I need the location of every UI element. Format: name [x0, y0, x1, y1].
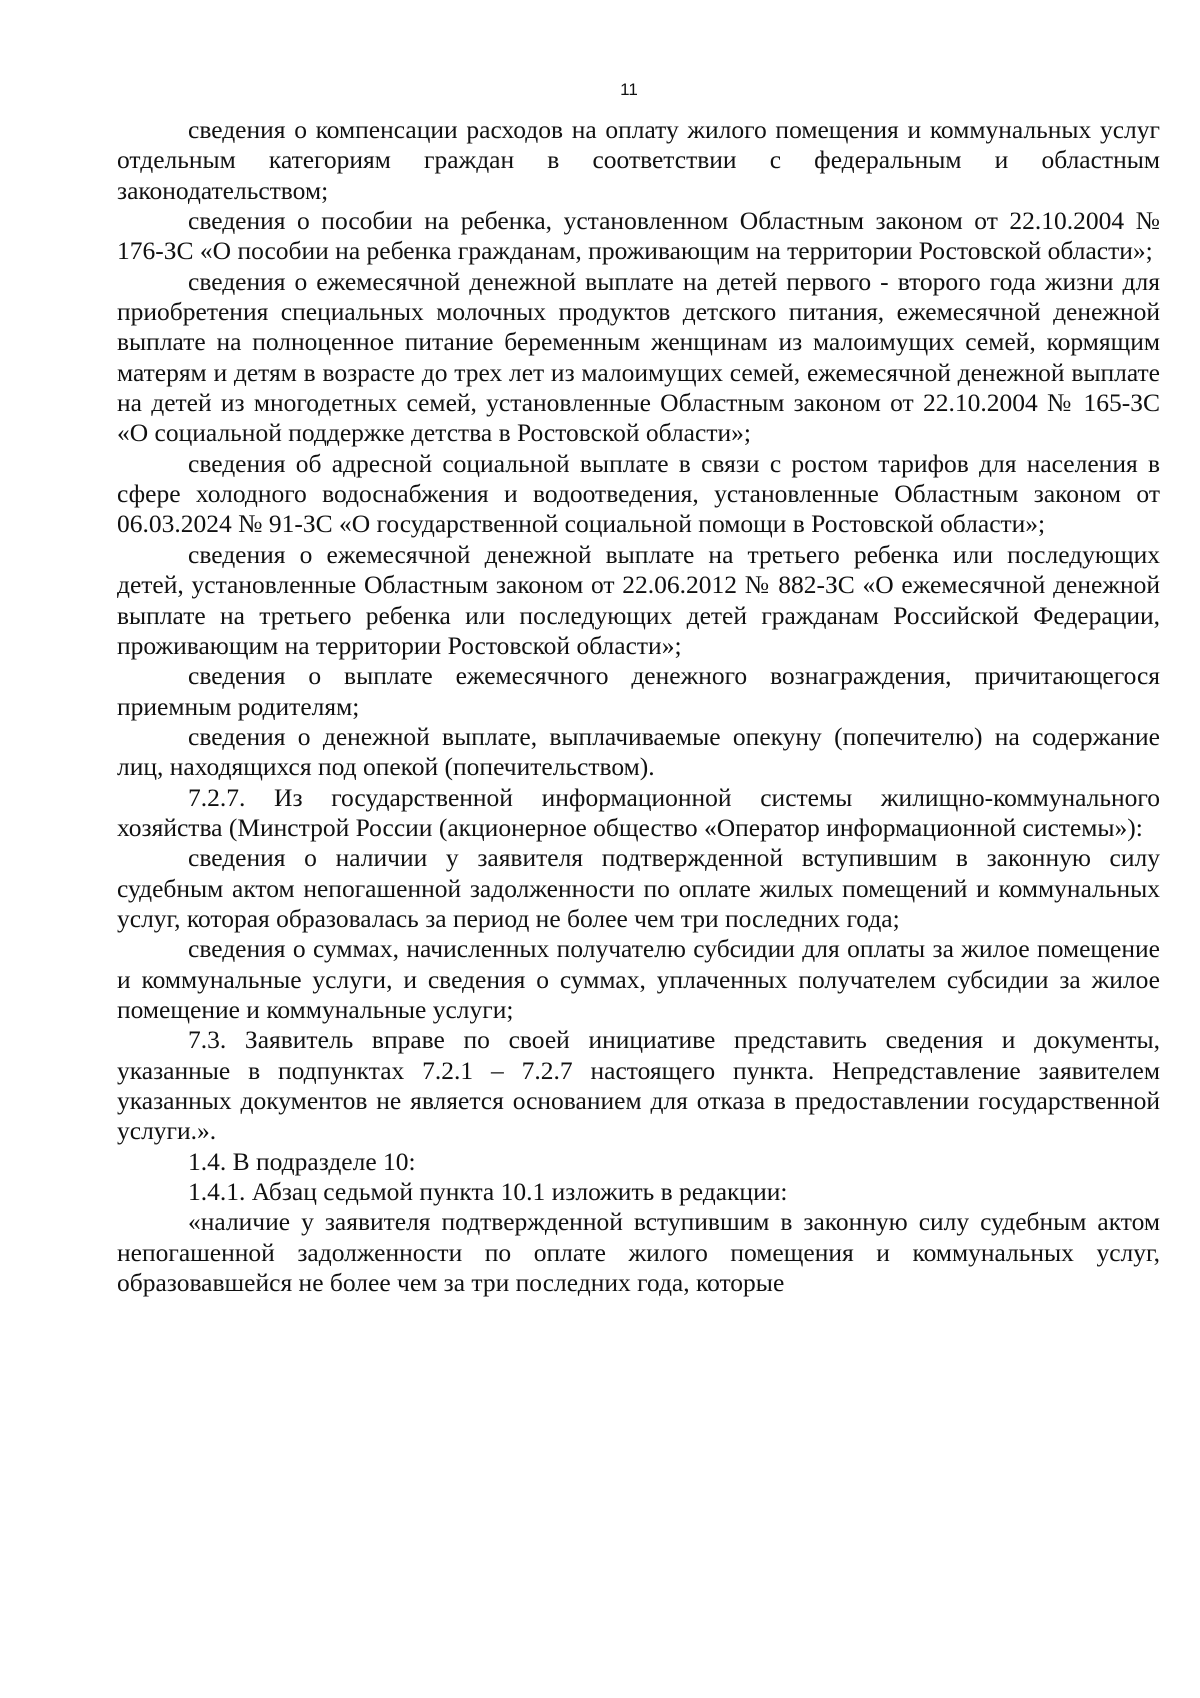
paragraph-quoted-amendment: «наличие у заявителя подтвержденной вступившим в законную силу судебным актом непогашенной задолженности по оплате жилого помещения и коммунальных услуг, образовавшейся не более чем за три последних года, которые — [117, 1207, 1160, 1298]
paragraph-targeted-social-payment: сведения об адресной социальной выплате в связи с ростом тарифов для населения в сфере холодного водоснабжения и водоотведения, установленные Областным законом от 06.03.2024 № 91-ЗС «О государственной социальной помощи в Ростовской области»; — [117, 448, 1160, 539]
paragraph-foster-parents-reward: сведения о выплате ежемесячного денежного вознаграждения, причитающегося приемным родителям; — [117, 661, 1160, 721]
paragraph-1-4-1: 1.4.1. Абзац седьмой пункта 10.1 изложить в редакции: — [188, 1177, 788, 1207]
paragraph-monthly-payment-children: сведения о ежемесячной денежной выплате на детей первого - второго года жизни для приобретения специальных молочных продуктов детского питания, ежемесячной денежной выплате на полноценное питание беременным женщинам из малоимущих семей, кормящим матерям и детям в возрасте до трех лет из малоимущих семей, ежемесячной денежной выплате на детей из многодетных семей, установленные Областным законом от 22.10.2004 № 165-ЗС «О социальной поддержке детства в Ростовской области»; — [117, 266, 1160, 448]
paragraph-child-allowance: сведения о пособии на ребенка, установленном Областным законом от 22.10.2004 № 176-ЗС «О пособии на ребенка гражданам, проживающим на территории Ростовской области»; — [117, 206, 1160, 266]
paragraph-housing-compensation: сведения о компенсации расходов на оплату жилого помещения и коммунальных услуг отдельным категориям граждан в соответствии с федеральным и областным законодательством; — [117, 115, 1160, 205]
document-body — [117, 115, 1160, 1298]
paragraph-7-3: 7.3. Заявитель вправе по своей инициативе представить сведения и документы, указанные в подпунктах 7.2.1 – 7.2.7 настоящего пункта. Непредставление заявителем указанных документов не является основанием для отказа в предоставлении государственной услуги.». — [117, 1025, 1160, 1146]
paragraph-debt-information: сведения о наличии у заявителя подтвержденной вступившим в законную силу судебным актом непогашенной задолженности по оплате жилых помещений и коммунальных услуг, которая образовалась за период не более чем три последних года; — [117, 843, 1160, 933]
page-number: 11 — [620, 80, 638, 99]
paragraph-third-child-payment: сведения о ежемесячной денежной выплате на третьего ребенка или последующих детей, установленные Областным законом от 22.06.2012 № 882-ЗС «О ежемесячной денежной выплате на третьего ребенка или последующих детей гражданам Российской Федерации, проживающим на территории Ростовской области»; — [117, 539, 1160, 660]
paragraph-1-4: 1.4. В подразделе 10: — [188, 1146, 416, 1176]
paragraph-7-2-7: 7.2.7. Из государственной информационной системы жилищно-коммунального хозяйства (Минстрой России (акционерное общество «Оператор информационной системы»): — [117, 782, 1160, 842]
paragraph-subsidy-amounts: сведения о суммах, начисленных получателю субсидии для оплаты за жилое помещение и коммунальные услуги, и сведения о суммах, уплаченных получателем субсидии за жилое помещение и коммунальные услуги; — [117, 934, 1160, 1024]
paragraph-guardian-payment: сведения о денежной выплате, выплачиваемые опекуну (попечителю) на содержание лиц, находящихся под опекой (попечительством). — [117, 721, 1160, 782]
